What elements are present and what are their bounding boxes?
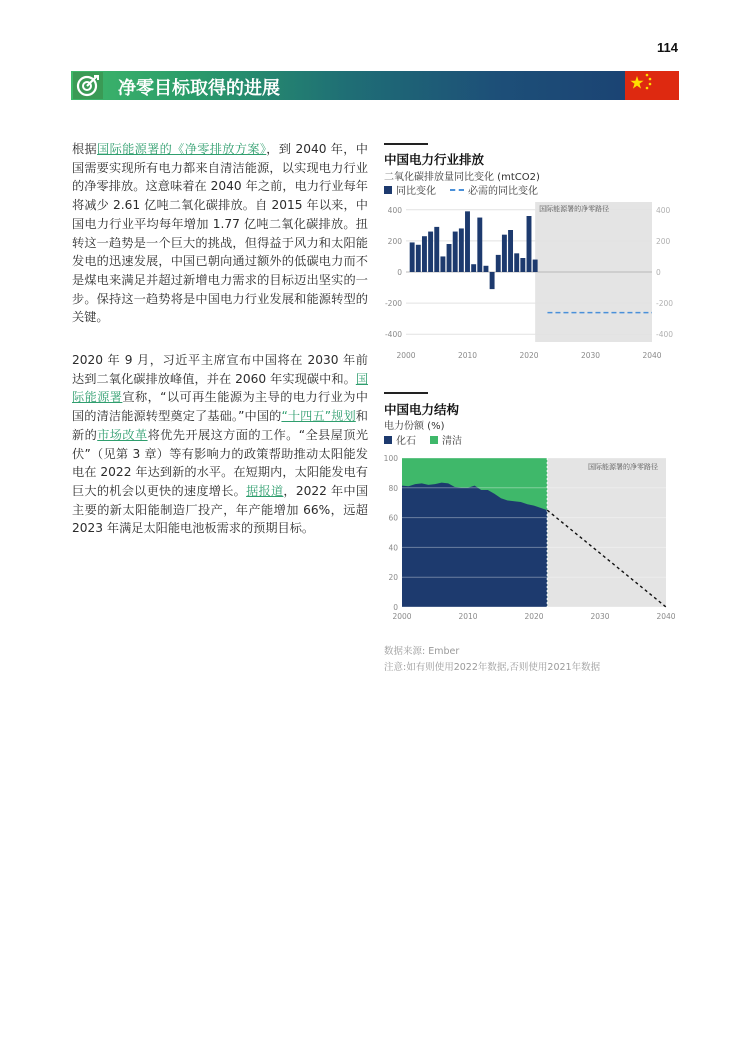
target-check-icon	[73, 72, 103, 99]
section-title: 净零目标取得的进展	[118, 78, 280, 99]
bar-2008	[453, 232, 458, 272]
bar-2001	[410, 242, 415, 272]
x-tick-label: 2020	[519, 351, 539, 360]
bar-2012	[477, 218, 482, 272]
legend-item-fossil	[384, 432, 416, 447]
x-tick-label: 2030	[590, 612, 610, 621]
paragraph-lead: 根据	[72, 142, 98, 156]
legend-label-required: 必需的同比变化	[468, 186, 538, 197]
legend-swatch-yoy	[384, 186, 392, 194]
bar-2017	[508, 230, 513, 272]
paragraph-text-4: 将优先开展这方面的工作。“全县屋顶光伏”（见第 3 章）等有影响力的政策帮助推动太阳能发电在 2022 年达到新的水平。在短期内，太阳能发电有巨大的机会以更快的速度增长。	[72, 427, 369, 498]
iea-link[interactable]: 国际能源署	[72, 371, 368, 405]
bar-2015	[496, 255, 501, 272]
x-tick-label: 2040	[656, 612, 676, 621]
data-source: 数据来源: Ember	[384, 646, 460, 657]
legend-item-required	[450, 182, 538, 197]
y-tick-label: 80	[388, 483, 398, 493]
figure-1-title: 中国电力行业排放	[384, 152, 485, 167]
bar-2011	[471, 264, 476, 272]
bar-2005	[434, 227, 439, 272]
china-flag-icon	[625, 71, 679, 100]
projection-shade	[547, 458, 666, 607]
paragraph-text-3: 和新的	[72, 409, 368, 442]
pathway-annotation: 国际能源署的净零路径	[588, 463, 658, 471]
legend-item-yoy	[384, 182, 436, 197]
x-tick-label: 2000	[396, 351, 416, 360]
bar-2006	[440, 256, 445, 272]
bar-2013	[483, 266, 488, 272]
section-banner	[71, 71, 679, 100]
figure-2-legend	[384, 432, 462, 447]
bar-2018	[514, 253, 519, 272]
legend-label-clean: 清洁	[442, 436, 462, 447]
y-tick-label-right: 400	[656, 205, 671, 215]
bar-2019	[520, 258, 525, 272]
page-number: 114	[657, 40, 678, 55]
y-tick-label-right: 0	[656, 268, 661, 277]
x-tick-label: 2020	[524, 612, 544, 621]
bar-2007	[447, 244, 452, 272]
y-tick-label-right: -200	[656, 299, 674, 309]
y-tick-label-right: -400	[656, 330, 674, 340]
paragraph-text-5: ，2022 年中国主要的新太阳能制造厂投产，年产能增加 66%，远超2023 年满足太阳能电池板需求的预期目标。	[72, 483, 369, 536]
y-tick-label: 40	[388, 543, 398, 553]
figure-1-subtitle: 二氧化碳排放量同比变化 (mtCO2)	[384, 172, 540, 183]
report-link[interactable]: 据报道	[246, 483, 284, 498]
y-tick-label: 20	[388, 573, 398, 583]
legend-swatch-required	[450, 189, 464, 191]
figure-2-title: 中国电力结构	[384, 402, 460, 417]
x-tick-label: 2000	[392, 612, 412, 621]
y-tick-label: 0	[393, 603, 398, 612]
bar-2004	[428, 232, 433, 272]
x-tick-label: 2010	[458, 612, 478, 621]
figure-1-rule	[384, 143, 428, 145]
paragraph-carbon-peak	[72, 351, 368, 538]
pathway-annotation: 国际能源署的净零路径	[539, 205, 610, 213]
paragraph-text-1: 2020 年 9 月，习近平主席宣布中国将在 2030 年前达到二氧化碳排放峰值，并在 2060 年实现碳中和。	[72, 353, 368, 386]
bar-2009	[459, 228, 464, 272]
y-tick-label-right: 200	[656, 236, 671, 246]
y-tick-label: 60	[388, 513, 398, 523]
x-tick-label: 2030	[580, 351, 601, 360]
figure-1-legend	[384, 182, 538, 197]
y-tick-label: -400	[384, 330, 402, 340]
legend-label-fossil: 化石	[396, 436, 416, 447]
x-tick-label: 2010	[457, 351, 478, 360]
legend-item-clean	[430, 432, 462, 447]
figure-2-subtitle: 电力份额 (%)	[384, 421, 445, 432]
y-tick-label: 400	[387, 205, 402, 215]
five-year-plan-link[interactable]: “十四五”规划	[281, 409, 356, 424]
data-note: 注意:如有则使用2022年数据,否则使用2021年数据	[384, 662, 601, 673]
power-mix-chart	[384, 450, 684, 625]
legend-swatch-fossil	[384, 436, 392, 444]
y-tick-label: 0	[397, 268, 402, 277]
market-reform-link[interactable]: 市场改革	[97, 427, 148, 442]
y-tick-label: 200	[387, 236, 402, 246]
x-tick-label: 2040	[642, 351, 662, 360]
emissions-chart	[384, 198, 680, 366]
legend-label-yoy: 同比变化	[396, 186, 436, 197]
bar-2016	[502, 235, 507, 272]
y-tick-label: 100	[384, 454, 398, 463]
bar-2003	[422, 236, 427, 272]
legend-swatch-clean	[430, 436, 438, 444]
bar-2021	[533, 260, 538, 272]
y-tick-label: -200	[384, 299, 402, 309]
bar-2020	[527, 216, 532, 272]
paragraph-net-zero	[72, 140, 368, 327]
iea-net-zero-link[interactable]: 国际能源署的《净零排放方案》	[97, 142, 267, 156]
figure-2-rule	[384, 392, 428, 394]
bar-2014	[490, 272, 495, 289]
paragraph-text-2: 宣称，“以可再生能源为主导的电力行业为中国的清洁能源转型奠定了基础。”中国的	[72, 390, 368, 424]
bar-2002	[416, 245, 421, 272]
bar-2010	[465, 211, 470, 272]
paragraph-body: ，到 2040 年，中国需要实现所有电力都来自清洁能源，以实现电力行业的净零排放。这意味着在 2040 年之前，电力行业每年将减少 2.61 亿吨二氧化碳排放。自 2015 年以来，中国电力行业平均每年增加 1.77 亿吨二氧化碳排放。扭转这一趋势是一个巨大的挑战，但得益于风力和太阳能发电的迅速发展，中国已朝向通过额外的低碳电力而不是煤电来满足并超过新增电力需求的目标迈出坚实的一步。保持这一趋势将是中国电力行业发展和能源转型的关键。	[72, 142, 368, 325]
